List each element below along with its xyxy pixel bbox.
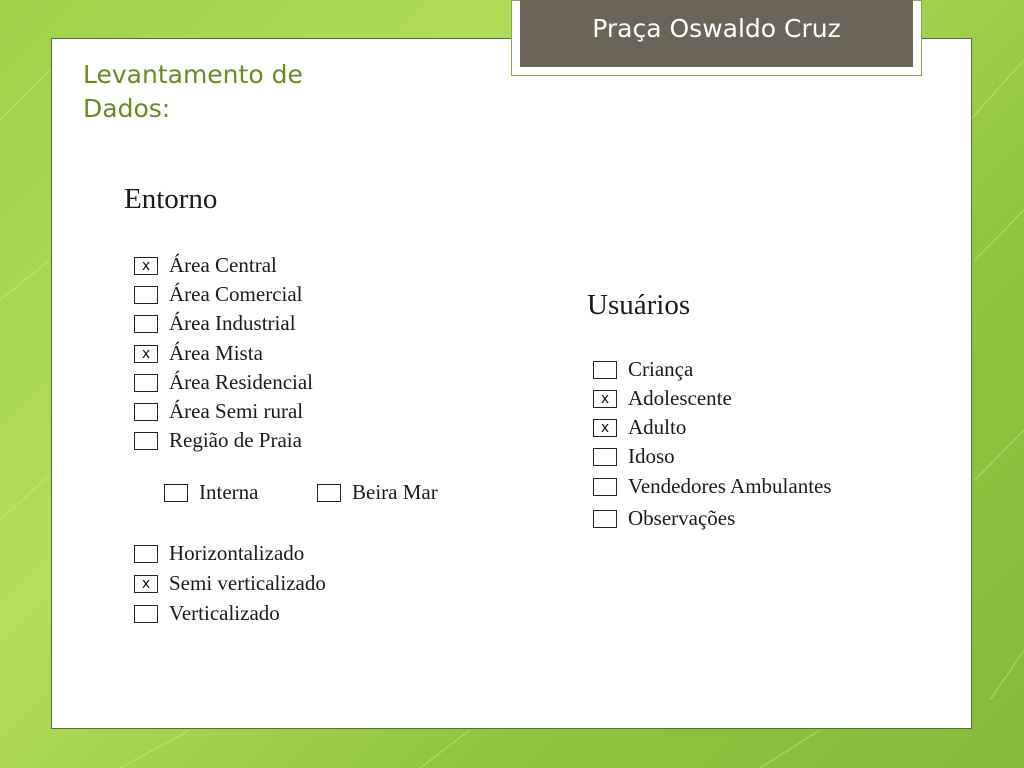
slide-heading	[83, 58, 383, 126]
entorno-item-regiao-de-praia	[134, 428, 302, 453]
checkbox	[593, 510, 617, 528]
checkbox-label: Verticalizado	[169, 601, 280, 625]
usuarios-item-adolescente	[593, 386, 732, 411]
entorno-item-area-central	[134, 253, 277, 278]
vert-item-verticalizado	[134, 601, 280, 626]
checkbox-label: Adolescente	[628, 386, 732, 410]
checkbox-label: Interna	[199, 480, 259, 504]
checkbox-label: Observações	[628, 506, 736, 530]
checkbox-label: Horizontalizado	[169, 541, 305, 565]
checkbox	[593, 478, 617, 496]
checkbox-label: Área Residencial	[169, 370, 314, 394]
checkbox-label: Área Industrial	[169, 311, 296, 335]
checkbox-label: Área Semi rural	[169, 399, 304, 423]
entorno-item-area-mista	[134, 341, 263, 366]
usuarios-item-idoso	[593, 444, 675, 469]
usuarios-title: Usuários	[587, 289, 691, 321]
praia-option-interna	[164, 480, 258, 505]
checkbox-label: Área Comercial	[169, 282, 303, 306]
usuarios-item-vendedores-ambulantes	[593, 474, 832, 499]
checkbox-label: Semi verticalizado	[169, 571, 326, 595]
entorno-item-area-industrial	[134, 311, 296, 336]
checkbox	[134, 545, 158, 563]
usuarios-item-adulto	[593, 415, 686, 440]
checkbox	[134, 403, 158, 421]
heading-line-1: Levantamento de	[83, 60, 303, 89]
checkbox-label: Adulto	[628, 415, 687, 439]
vert-item-semi-verticalizado	[134, 571, 326, 596]
checkbox-label: Vendedores Ambulantes	[628, 474, 832, 498]
checkbox	[593, 448, 617, 466]
checkbox: x	[134, 575, 158, 593]
slide-title: Praça Oswaldo Cruz	[520, 0, 913, 67]
usuarios-item-crianca	[593, 357, 693, 382]
checkbox	[134, 374, 158, 392]
checkbox	[134, 286, 158, 304]
checkbox-label: Idoso	[628, 444, 675, 468]
entorno-title: Entorno	[124, 183, 218, 215]
checkbox-label: Área Mista	[169, 341, 263, 365]
checkbox-label: Área Central	[169, 253, 277, 277]
entorno-item-area-comercial	[134, 282, 303, 307]
checkbox: x	[134, 257, 158, 275]
checkbox	[593, 361, 617, 379]
checkbox	[134, 605, 158, 623]
heading-line-2: Dados:	[83, 94, 171, 123]
checkbox	[134, 315, 158, 333]
checkbox-label: Região de Praia	[169, 428, 302, 452]
vert-item-horizontalizado	[134, 541, 304, 566]
checkbox: x	[134, 345, 158, 363]
checkbox-label: Criança	[628, 357, 694, 381]
praia-option-beira-mar	[317, 480, 438, 505]
checkbox	[317, 484, 341, 502]
checkbox: x	[593, 390, 617, 408]
checkbox	[134, 432, 158, 450]
checkbox: x	[593, 419, 617, 437]
usuarios-item-observacoes	[593, 506, 735, 531]
checkbox	[164, 484, 188, 502]
entorno-item-area-semi-rural	[134, 399, 303, 424]
entorno-item-area-residencial	[134, 370, 313, 395]
checkbox-label: Beira Mar	[352, 480, 438, 504]
